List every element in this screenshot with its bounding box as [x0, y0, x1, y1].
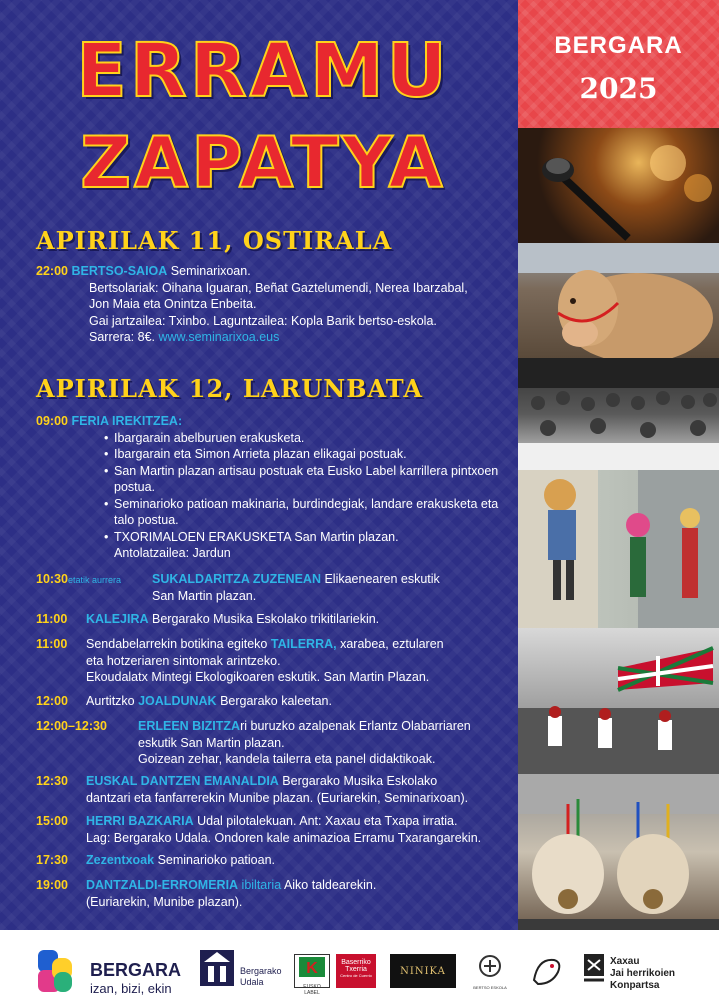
- day1-heading: APIRILAK 11, OSTIRALA: [36, 226, 393, 255]
- event-place: Seminarixoan.: [167, 264, 251, 278]
- bergara-logo-icon: [38, 950, 74, 994]
- event-line: dantzari eta fanfarrerekin Munibe plazan. (Euriarekin, Seminarixoan).: [86, 790, 469, 805]
- sponsor-footer: [0, 930, 719, 1000]
- udala-shield-icon: [198, 948, 236, 993]
- feria-bullet: • TXORIMALOEN ERAKUSKETA San Martin plazan.: [104, 529, 506, 546]
- eusko-label-logo-icon: K EUSKO LABEL: [294, 954, 330, 988]
- event-name: KALEJIRA: [86, 612, 149, 626]
- event-name: FERIA IREKITZEA:: [71, 414, 183, 428]
- event-line: Jon Maia eta Onintza Enbeita.: [89, 297, 257, 311]
- title-line-1: ERRAMU: [76, 28, 450, 114]
- xaxau-line2: Jai herrikoien: [610, 968, 676, 979]
- svg-text:K: K: [306, 960, 318, 977]
- ninika-logo: NINIKA: [390, 954, 456, 988]
- day2-heading: APIRILAK 12, LARUNBATA: [36, 374, 423, 403]
- bertso-eskola-logo-icon: BERTSO ESKOLA: [472, 954, 508, 988]
- event-line: Ekoudalatx Mintegi Ekologikoaren eskutik. San Martin Plazan.: [86, 670, 430, 684]
- event-price: Sarrera: 8€.: [89, 330, 159, 344]
- event-line: eta hotzeriaren sintomak arintzeko.: [86, 653, 281, 668]
- baserriko-txerria-logo: Baserriko Txerria Centro de Cuerrio: [336, 954, 376, 988]
- event-sukaldaritza: 10:30etatik aurrera SUKALDARITZA ZUZENEAN Elikaenearen eskutik San Martin plazan.: [36, 572, 440, 603]
- website-link[interactable]: www.seminarixoa.eus: [158, 330, 280, 344]
- photo-column: [518, 0, 719, 930]
- event-erleen: 12:00–12:30 ERLEEN BIZITZAri buruzko azalpenak Erlantz Olabarriaren eskutik San Martin plazan. Goizean zehar, kandela tailerra eta panel didaktikoak.: [36, 719, 471, 766]
- event-joaldunak: 12:00 Aurtitzko JOALDUNAK Bergarako kaleetan.: [36, 694, 332, 708]
- feria-bullet: • Ibargarain abelburuen erakusketa.: [104, 430, 506, 447]
- event-name: SUKALDARITZA ZUZENEAN: [152, 572, 321, 586]
- xaxau-line3: Konpartsa: [610, 980, 660, 991]
- event-time: 19:00: [36, 878, 68, 892]
- event-time: 11:00: [36, 637, 68, 651]
- event-kalejira: 11:00 KALEJIRA Bergarako Musika Eskolako trikitilariekin.: [36, 612, 380, 626]
- event-line: Lag: Bergarako Udala. Ondoren kale animazioa Erramu Txarangarekin.: [86, 830, 482, 845]
- event-time: 17:30: [36, 853, 68, 867]
- feria-bullet: • San Martin plazan artisau postuak eta Eusko Label karrillera pintxoen postua.: [104, 463, 506, 496]
- event-name: TAILERRA,: [270, 637, 337, 651]
- feria-bullet: • Ibargarain eta Simon Arrieta plazan elikagai postuak.: [104, 446, 506, 463]
- event-name: ERLEEN BIZITZA: [138, 719, 241, 733]
- event-line: San Martin plazan.: [152, 588, 257, 603]
- event-line: Gai jartzailea: Txinbo. Laguntzailea: Kopla Barik bertso-eskola.: [89, 313, 437, 328]
- event-time: 11:00: [36, 612, 68, 626]
- event-name: JOALDUNAK: [138, 694, 217, 708]
- event-time: 12:30: [36, 774, 68, 788]
- bergara-name: BERGARA: [90, 960, 182, 980]
- day1-event: [36, 263, 506, 346]
- udala-line2: Udala: [240, 977, 264, 987]
- event-name: HERRI BAZKARIA: [86, 814, 194, 828]
- event-erromeria: 19:00 DANTZALDI-ERROMERIA ibiltaria Aiko taldearekin. (Euriarekin, Munibe plazan).: [36, 878, 377, 909]
- crowd-lunch-photo: [518, 358, 719, 470]
- event-time: 12:00–12:30: [36, 719, 107, 733]
- badge-city: BERGARA: [554, 32, 683, 59]
- dragon-logo-icon: [528, 950, 566, 995]
- microphone-photo: [518, 128, 719, 243]
- feria-bullet: • Seminarioko patioan makinaria, burdindegiak, landare erakusketa eta talo postua.: [104, 496, 506, 529]
- feria-event: [36, 413, 506, 562]
- event-dantzak: 12:30 EUSKAL DANTZEN EMANALDIA Bergarako Musika Eskolako dantzari eta fanfarrerekin Munibe plazan. (Euriarekin, Seminarixoan).: [36, 774, 469, 805]
- badge-year: 2025: [579, 72, 658, 105]
- event-bazkaria: 15:00 HERRI BAZKARIA Udal pilotalekuan. Ant: Xaxau eta Txapa irratia. Lag: Bergarako Udala. Ondoren kale animazioa Erramu Txarangarekin.: [36, 814, 482, 845]
- scarecrow-photo: [518, 470, 719, 628]
- event-tailerra: 11:00 Sendabelarrekin botikina egiteko TAILERRA, xarabea, eztularen eta hotzeriaren sintomak arintzeko. Ekoudalatx Mintegi Ekologikoaren eskutik. San Martin Plazan.: [36, 637, 444, 684]
- xaxau-logo-icon: [582, 952, 606, 991]
- title-line-2: ZAPATYA: [80, 122, 446, 204]
- cow-photo: [518, 243, 719, 358]
- event-name: BERTSO-SAIOA: [71, 264, 168, 278]
- event-line: Bertsolariak: Oihana Iguaran, Beñat Gaztelumendi, Nerea Ibarzabal,: [89, 280, 468, 295]
- feria-organizer: Antolatzailea: Jardun: [114, 546, 231, 560]
- event-name: Zezentxoak: [86, 853, 155, 867]
- event-name: EUSKAL DANTZEN EMANALDIA: [86, 774, 279, 788]
- event-name: DANTZALDI-ERROMERIA: [86, 878, 239, 892]
- event-time: 09:00: [36, 414, 68, 428]
- event-time: 15:00: [36, 814, 68, 828]
- bergara-slogan: izan, bizi, ekin: [90, 981, 172, 996]
- dancers-photo: [518, 628, 719, 774]
- event-line: eskutik San Martin plazan.: [138, 735, 285, 750]
- event-line: (Euriarekin, Munibe plazan).: [86, 894, 243, 909]
- xaxau-line1: Xaxau: [610, 956, 640, 967]
- joaldunak-photo: [518, 774, 719, 930]
- event-time: 10:30etatik aurrera: [36, 572, 122, 586]
- event-time: 22:00: [36, 264, 68, 278]
- city-year-badge: [518, 0, 719, 128]
- event-time: 12:00: [36, 694, 68, 708]
- event-line: Goizean zehar, kandela tailerra eta panel didaktikoak.: [138, 752, 436, 766]
- event-zezentxoak: 17:30 Zezentxoak Seminarioko patioan.: [36, 853, 275, 867]
- udala-line1: Bergarako: [240, 966, 282, 976]
